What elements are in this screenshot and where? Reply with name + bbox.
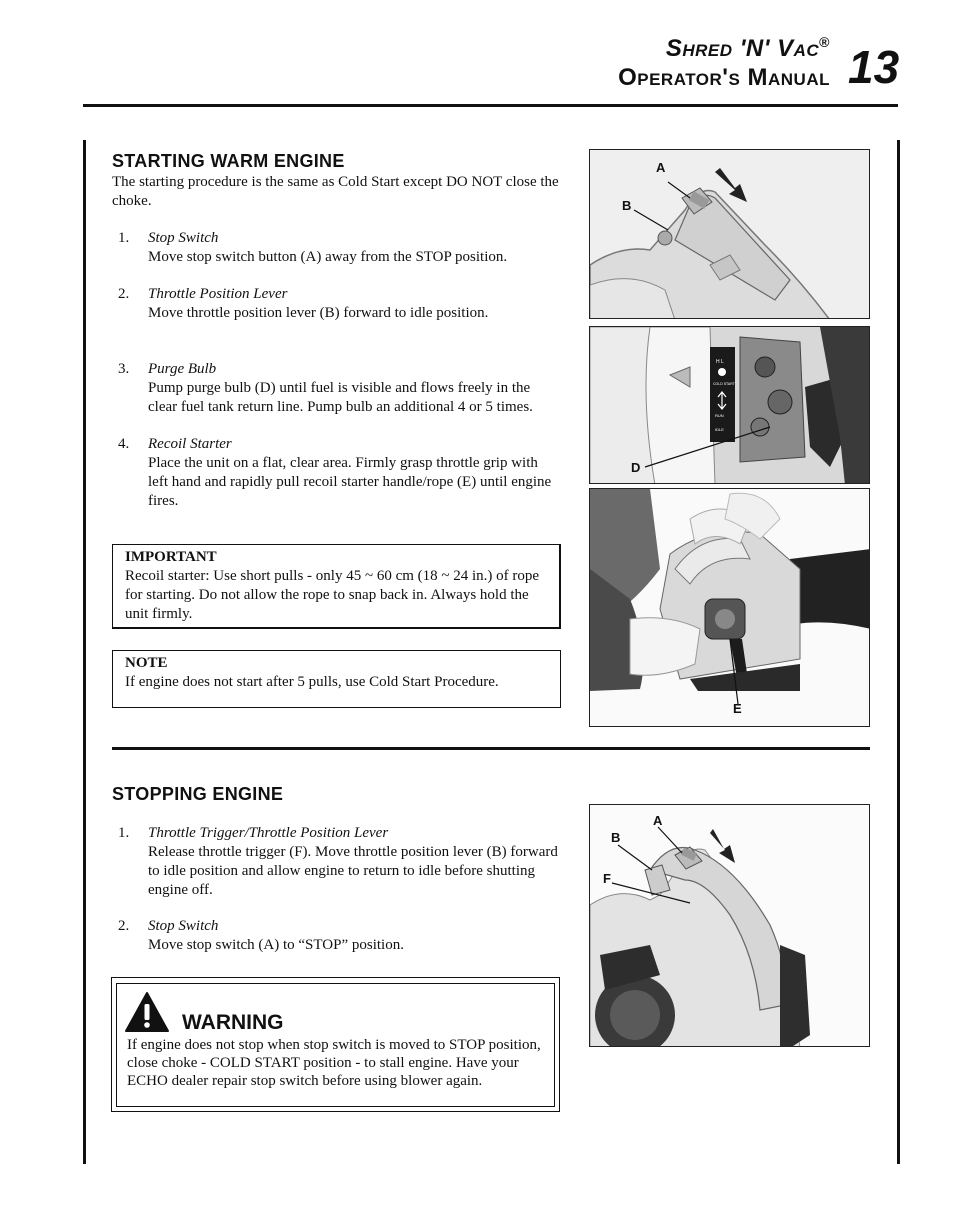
page-number: 13	[848, 41, 900, 93]
warning-text: If engine does not stop when stop switch is moved to STOP position, close choke - COLD START position - to stall engine. Have your ECHO dealer repair stop switch before using blower again.	[127, 1037, 541, 1089]
note-heading: NOTE	[125, 655, 168, 671]
step-title: Recoil Starter	[148, 436, 232, 452]
callout-e: E	[733, 701, 742, 716]
figure-stop-engine-photo	[589, 804, 870, 1047]
recoil-pull-illustration	[590, 489, 870, 727]
stopping-step-2	[118, 917, 558, 955]
step-text: Move throttle position lever (B) forward to idle position.	[148, 305, 489, 321]
step-title: Throttle Trigger/Throttle Position Lever	[148, 825, 389, 841]
label-strip-run: RUN	[715, 413, 724, 418]
important-heading: IMPORTANT	[125, 549, 217, 565]
manual-title	[560, 34, 830, 63]
warning-triangle-icon	[124, 991, 170, 1033]
step-title: Purge Bulb	[148, 361, 217, 377]
step-title: Stop Switch	[148, 918, 219, 934]
starting-step-1	[118, 229, 558, 267]
label-strip-cold: COLD START	[713, 382, 735, 386]
figure-purge-bulb-photo	[589, 326, 870, 484]
step-number: 4.	[118, 436, 130, 452]
callout-d: D	[631, 460, 641, 475]
step-number: 1.	[118, 825, 130, 841]
callout-f: F	[603, 871, 611, 886]
manual-title-text: Shred 'N' Vac	[665, 35, 820, 62]
note-box	[112, 650, 561, 708]
label-strip-hl: H L	[716, 359, 724, 365]
blower-handle-illustration	[590, 150, 870, 319]
right-margin-bar	[897, 140, 900, 1164]
figure-recoil-starter-photo	[589, 488, 870, 727]
starting-step-3	[118, 360, 558, 417]
section-title-stopping: STOPPING ENGINE	[112, 784, 284, 804]
figure-stop-switch-photo	[589, 149, 870, 319]
callout-a: A	[656, 160, 666, 175]
step-number: 3.	[118, 361, 130, 377]
important-text: Recoil starter: Use short pulls - only 45 ~ 60 cm (18 ~ 24 in.) of rope for starting. Do not allow the rope to snap back in. Always hold the unit firmly.	[125, 568, 540, 622]
step-number: 2.	[118, 286, 130, 302]
starting-intro: The starting procedure is the same as Cold Start except DO NOT close the choke.	[112, 174, 559, 209]
left-margin-bar	[83, 140, 86, 1164]
callout-b: B	[611, 830, 621, 845]
step-text: Move stop switch button (A) away from the STOP position.	[148, 249, 508, 265]
step-title: Stop Switch	[148, 230, 219, 246]
step-number: 2.	[118, 918, 130, 934]
note-text: If engine does not start after 5 pulls, use Cold Start Procedure.	[125, 674, 499, 690]
important-box	[112, 544, 561, 629]
step-text: Release throttle trigger (F). Move throttle position lever (B) forward to idle position and allow engine to return to idle before shutting engine off.	[148, 844, 558, 898]
step-text: Pump purge bulb (D) until fuel is visible and flows freely in the clear fuel tank return line. Pump bulb an additional 4 or 5 times.	[148, 380, 533, 415]
callout-b: B	[622, 198, 632, 213]
step-number: 1.	[118, 230, 130, 246]
header-rule	[83, 104, 898, 107]
blower-top-illustration	[590, 805, 870, 1047]
section-divider	[112, 747, 870, 750]
step-title: Throttle Position Lever	[148, 286, 288, 302]
stopping-step-1	[118, 824, 558, 900]
label-strip-idle: IDLE	[715, 427, 724, 432]
step-text: Move stop switch (A) to “STOP” position.	[148, 937, 404, 953]
registered-mark: ®	[819, 34, 830, 50]
warning-heading: WARNING	[182, 1011, 284, 1034]
section-title-starting: STARTING WARM ENGINE	[112, 151, 345, 171]
starting-step-2	[118, 285, 558, 323]
callout-a: A	[653, 813, 663, 828]
manual-subtitle: Operator's Manual	[618, 64, 830, 91]
step-text: Place the unit on a flat, clear area. Firmly grasp throttle grip with left hand and rapidly pull recoil starter handle/rope (E) until engine fires.	[148, 455, 552, 509]
starting-step-4	[118, 435, 558, 511]
